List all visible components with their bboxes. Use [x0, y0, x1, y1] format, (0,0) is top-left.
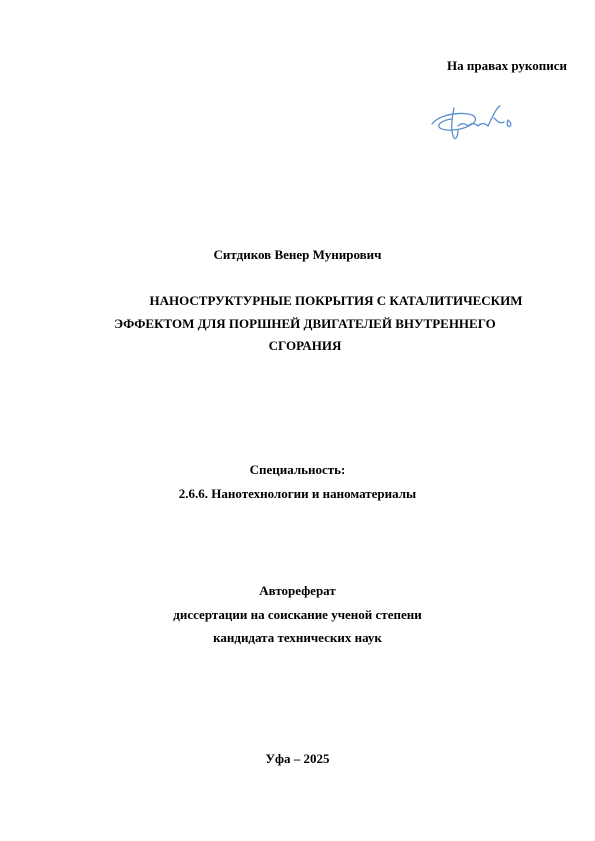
author-name: Ситдиков Венер Мунирович [213, 247, 382, 262]
abstract-purpose: диссертации на соискание ученой степени [173, 607, 422, 622]
manuscript-rights-note: На правах рукописи [447, 58, 567, 73]
specialty-value: 2.6.6. Нанотехнологии и наноматериалы [178, 486, 417, 501]
abstract-type: Автореферат [259, 583, 336, 598]
signature-image [428, 100, 518, 142]
dissertation-title [60, 290, 550, 358]
title-line-1: НАНОСТРУКТУРНЫЕ ПОКРЫТИЯ С КАТАЛИТИЧЕСКИМ [149, 293, 523, 308]
abstract-degree: кандидата технических наук [213, 630, 382, 645]
specialty-label: Специальность: [249, 462, 346, 477]
title-line-3: СГОРАНИЯ [268, 338, 342, 353]
title-line-2: ЭФФЕКТОМ ДЛЯ ПОРШНЕЙ ДВИГАТЕЛЕЙ ВНУТРЕННЕГО [114, 315, 496, 331]
city-year: Уфа – 2025 [265, 751, 330, 766]
